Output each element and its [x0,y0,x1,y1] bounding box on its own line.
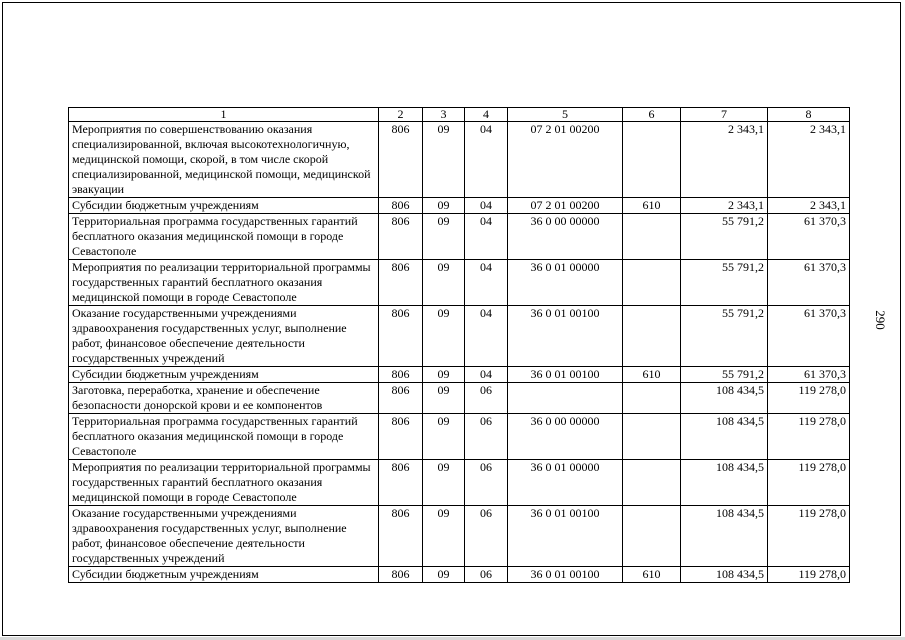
amount-col8: 61 370,3 [768,306,850,367]
subsection-code: 04 [465,367,508,383]
column-header: 3 [423,108,465,122]
item-name: Оказание государственными учреждениями здравоохранения государственных услуг, выполнение работ, финансовое обеспечение деятельности государственных учреждений [69,506,379,567]
target-article-code: 36 0 01 00100 [508,306,623,367]
column-header: 6 [623,108,681,122]
grbs-code: 806 [379,306,423,367]
table-body [69,122,850,583]
subsection-code: 06 [465,567,508,583]
amount-col8: 61 370,3 [768,214,850,260]
column-header: 2 [379,108,423,122]
table-row [69,506,850,567]
item-name: Территориальная программа государственных гарантий бесплатного оказания медицинской помощи в городе Севастополе [69,214,379,260]
table-row [69,367,850,383]
subsection-code: 04 [465,306,508,367]
amount-col8: 119 278,0 [768,414,850,460]
table-row [69,383,850,414]
subsection-code: 06 [465,506,508,567]
column-number-row [69,108,850,122]
subsection-code: 06 [465,460,508,506]
target-article-code: 07 2 01 00200 [508,122,623,198]
column-header: 5 [508,108,623,122]
expense-type-code [623,306,681,367]
section-code: 09 [423,198,465,214]
subsection-code: 06 [465,383,508,414]
column-header: 1 [69,108,379,122]
amount-col7: 2 343,1 [681,198,768,214]
grbs-code: 806 [379,383,423,414]
grbs-code: 806 [379,414,423,460]
grbs-code: 806 [379,567,423,583]
budget-table [68,107,850,583]
target-article-code [508,383,623,414]
expense-type-code: 610 [623,567,681,583]
expense-type-code [623,414,681,460]
amount-col7: 108 434,5 [681,460,768,506]
target-article-code: 07 2 01 00200 [508,198,623,214]
table-row [69,460,850,506]
amount-col7: 55 791,2 [681,214,768,260]
subsection-code: 04 [465,214,508,260]
amount-col8: 2 343,1 [768,122,850,198]
target-article-code: 36 0 01 00100 [508,367,623,383]
target-article-code: 36 0 00 00000 [508,414,623,460]
grbs-code: 806 [379,122,423,198]
page-number: 290 [873,310,888,330]
amount-col7: 55 791,2 [681,260,768,306]
target-article-code: 36 0 00 00000 [508,214,623,260]
item-name: Мероприятия по реализации территориальной программы государственных гарантий бесплатного оказания медицинской помощи в городе Севастополе [69,260,379,306]
item-name: Мероприятия по реализации территориальной программы государственных гарантий бесплатного оказания медицинской помощи в городе Севастополе [69,460,379,506]
expense-type-code: 610 [623,198,681,214]
amount-col8: 2 343,1 [768,198,850,214]
amount-col7: 108 434,5 [681,414,768,460]
expense-type-code [623,460,681,506]
target-article-code: 36 0 01 00000 [508,260,623,306]
amount-col8: 119 278,0 [768,460,850,506]
amount-col7: 55 791,2 [681,306,768,367]
item-name: Оказание государственными учреждениями здравоохранения государственных услуг, выполнение работ, финансовое обеспечение деятельности государственных учреждений [69,306,379,367]
grbs-code: 806 [379,260,423,306]
table-row [69,260,850,306]
subsection-code: 06 [465,414,508,460]
expense-type-code [623,122,681,198]
item-name: Субсидии бюджетным учреждениям [69,198,379,214]
grbs-code: 806 [379,506,423,567]
table-row [69,122,850,198]
expense-type-code [623,506,681,567]
section-code: 09 [423,414,465,460]
expense-type-code [623,214,681,260]
target-article-code: 36 0 01 00100 [508,506,623,567]
subsection-code: 04 [465,260,508,306]
section-code: 09 [423,260,465,306]
section-code: 09 [423,460,465,506]
section-code: 09 [423,306,465,367]
item-name: Территориальная программа государственных гарантий бесплатного оказания медицинской помощи в городе Севастополе [69,414,379,460]
amount-col8: 61 370,3 [768,367,850,383]
section-code: 09 [423,122,465,198]
amount-col8: 119 278,0 [768,383,850,414]
table-row [69,306,850,367]
section-code: 09 [423,214,465,260]
table-row [69,414,850,460]
section-code: 09 [423,506,465,567]
expense-type-code [623,383,681,414]
table-row [69,198,850,214]
column-header: 8 [768,108,850,122]
section-code: 09 [423,367,465,383]
item-name: Субсидии бюджетным учреждениям [69,367,379,383]
grbs-code: 806 [379,460,423,506]
target-article-code: 36 0 01 00000 [508,460,623,506]
amount-col8: 61 370,3 [768,260,850,306]
amount-col8: 119 278,0 [768,506,850,567]
subsection-code: 04 [465,122,508,198]
subsection-code: 04 [465,198,508,214]
amount-col7: 55 791,2 [681,367,768,383]
column-header: 4 [465,108,508,122]
grbs-code: 806 [379,214,423,260]
section-code: 09 [423,567,465,583]
item-name: Мероприятия по совершенствованию оказания специализированной, включая высокотехнологичную, медицинской помощи, скорой, в том числе скорой специализированной, медицинской помощи, медицинской эвакуации [69,122,379,198]
column-header: 7 [681,108,768,122]
table-row [69,214,850,260]
item-name: Субсидии бюджетным учреждениям [69,567,379,583]
amount-col7: 108 434,5 [681,506,768,567]
grbs-code: 806 [379,367,423,383]
expense-type-code: 610 [623,367,681,383]
expense-type-code [623,260,681,306]
table-row [69,567,850,583]
item-name: Заготовка, переработка, хранение и обеспечение безопасности донорской крови и ее компонентов [69,383,379,414]
amount-col7: 108 434,5 [681,383,768,414]
amount-col8: 119 278,0 [768,567,850,583]
target-article-code: 36 0 01 00100 [508,567,623,583]
section-code: 09 [423,383,465,414]
grbs-code: 806 [379,198,423,214]
amount-col7: 108 434,5 [681,567,768,583]
amount-col7: 2 343,1 [681,122,768,198]
